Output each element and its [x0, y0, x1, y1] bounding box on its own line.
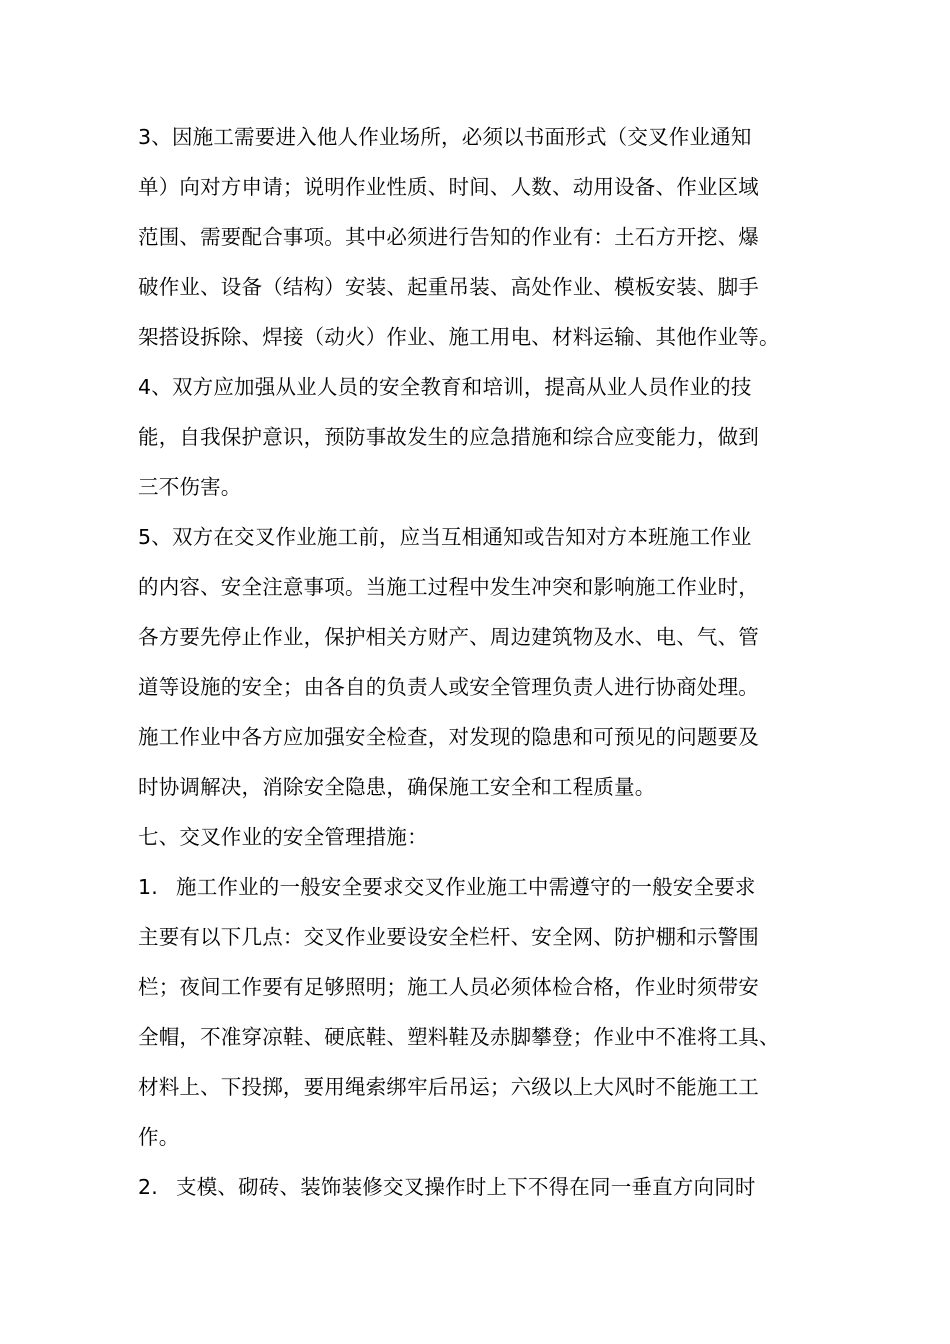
text-line: 单）向对方申请；说明作业性质、时间、人数、动用设备、作业区域 — [138, 175, 759, 199]
section-heading: 七、交叉作业的安全管理措施： — [138, 825, 428, 849]
text-line: 架搭设拆除、焊接（动火）作业、施工用电、材料运输、其他作业等。 — [138, 325, 780, 349]
text-line: 时协调解决，消除安全隐患，确保施工安全和工程质量。 — [138, 775, 656, 799]
text-line: 各方要先停止作业，保护相关方财产、周边建筑物及水、电、气、管 — [138, 625, 759, 649]
text-line: 的内容、安全注意事项。当施工过程中发生冲突和影响施工作业时， — [138, 575, 759, 599]
text-line: 施工作业中各方应加强安全检查，对发现的隐患和可预见的问题要及 — [138, 725, 759, 749]
list-item-text: 支模、砌砖、装饰装修交叉操作时上下不得在同一垂直方向同时 — [176, 1175, 756, 1199]
text-line: 能，自我保护意识，预防事故发生的应急措施和综合应变能力，做到 — [138, 425, 759, 449]
text-line: 4、双方应加强从业人员的安全教育和培训，提高从业人员作业的技 — [138, 375, 752, 399]
text-line: 5、双方在交叉作业施工前，应当互相通知或告知对方本班施工作业 — [138, 525, 752, 549]
text-line: 作。 — [138, 1125, 180, 1149]
list-item-1 — [138, 868, 838, 918]
text-line: 材料上、下投掷，要用绳索绑牢后吊运；六级以上大风时不能施工工 — [138, 1075, 759, 1099]
text-line: 全帽，不准穿凉鞋、硬底鞋、塑料鞋及赤脚攀登；作业中不准将工具、 — [138, 1025, 780, 1049]
text-line: 道等设施的安全；由各自的负责人或安全管理负责人进行协商处理。 — [138, 675, 759, 699]
text-line: 3、因施工需要进入他人作业场所，必须以书面形式（交叉作业通知 — [138, 125, 752, 149]
text-line: 栏；夜间工作要有足够照明；施工人员必须体检合格，作业时须带安 — [138, 975, 759, 999]
text-line: 破作业、设备（结构）安装、起重吊装、高处作业、模板安装、脚手 — [138, 275, 759, 299]
list-item-2 — [138, 1168, 838, 1218]
list-item-text: 施工作业的一般安全要求交叉作业施工中需遵守的一般安全要求 — [176, 875, 756, 899]
document-body — [138, 118, 838, 1218]
text-line: 主要有以下几点：交叉作业要设安全栏杆、安全网、防护棚和示警围 — [138, 925, 759, 949]
text-line: 三不伤害。 — [138, 475, 242, 499]
text-line: 范围、需要配合事项。其中必须进行告知的作业有：土石方开挖、爆 — [138, 225, 759, 249]
list-item-number: 2. — [138, 1175, 158, 1199]
list-item-number: 1. — [138, 875, 158, 899]
